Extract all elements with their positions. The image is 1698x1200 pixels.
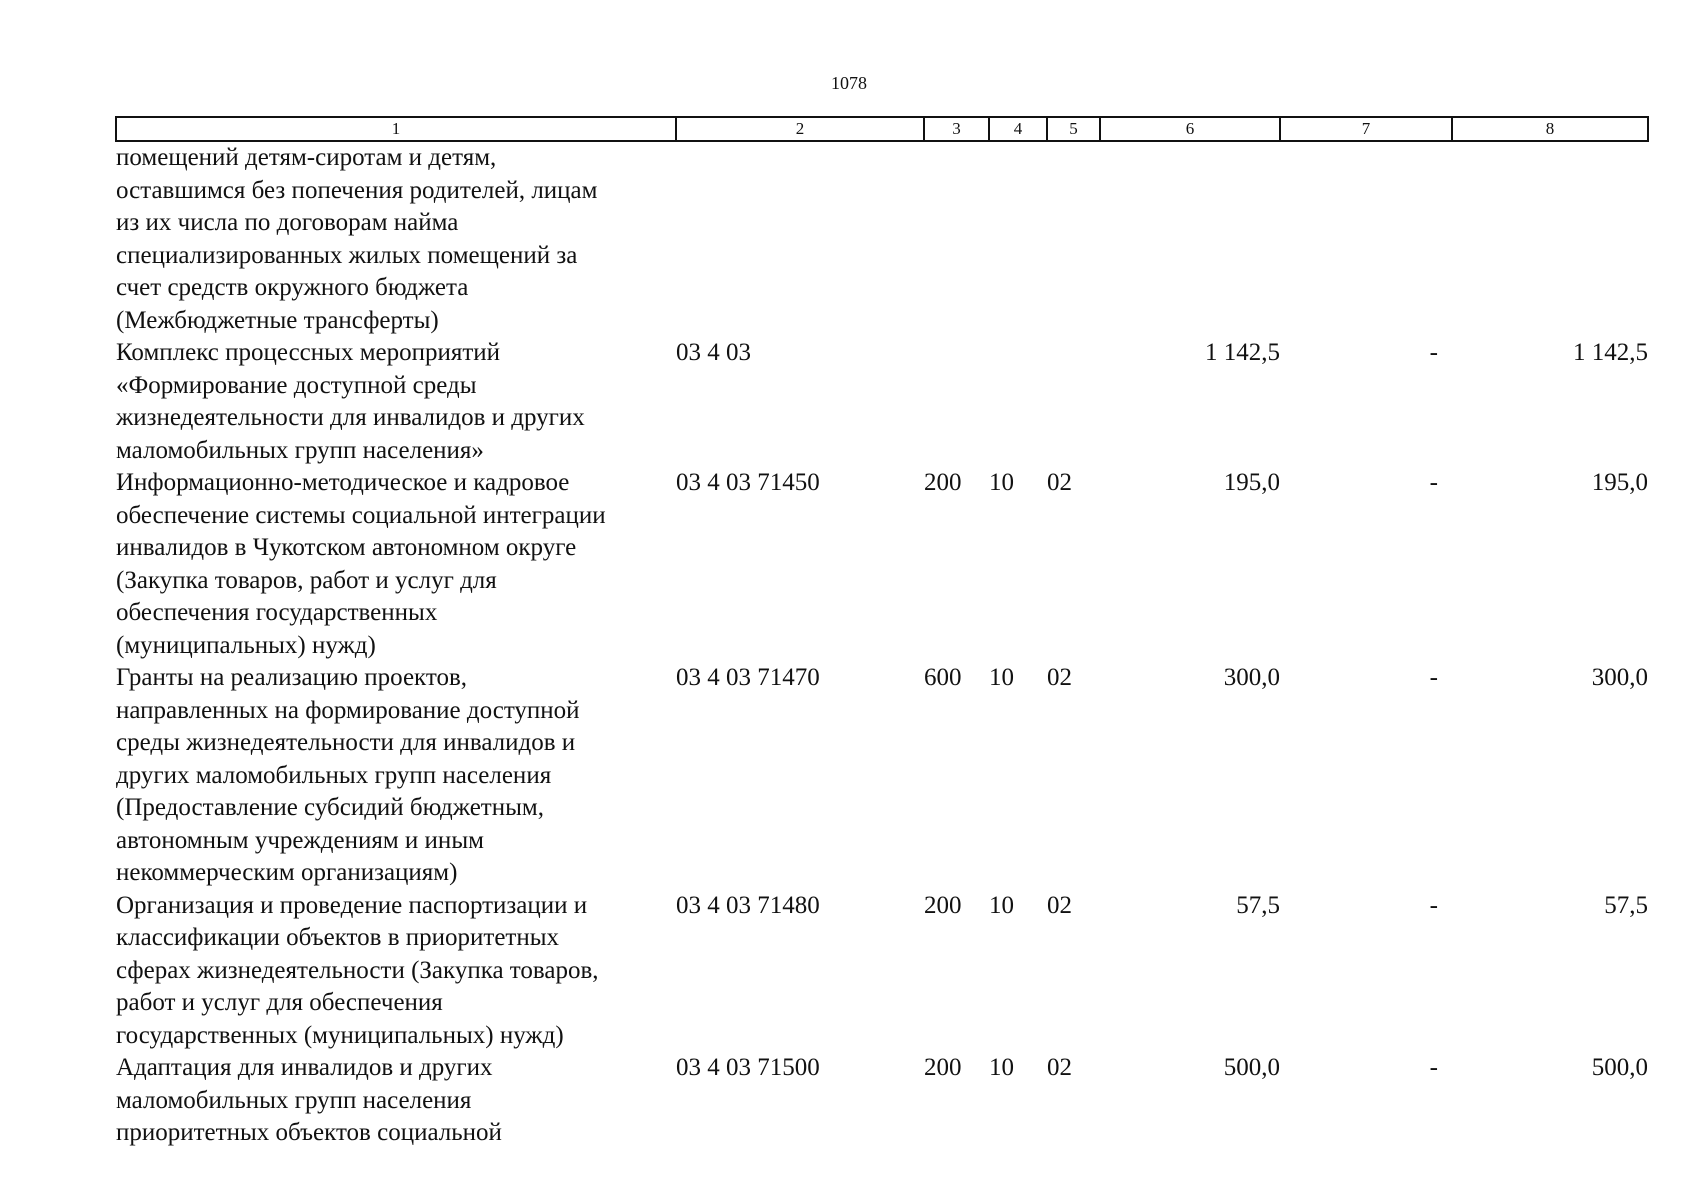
column-header-1: 1 xyxy=(116,117,676,141)
row-c6: 57,5 xyxy=(1236,891,1280,919)
name-line: других маломобильных групп населения xyxy=(116,761,552,789)
name-line: государственных (муниципальных) нужд) xyxy=(116,1021,564,1049)
name-line: обеспечения государственных xyxy=(116,599,438,626)
row-c3 xyxy=(924,337,989,467)
name-line: Информационно-методическое и кадровое xyxy=(116,469,570,496)
table-row xyxy=(116,467,1648,662)
row-c4: 10 xyxy=(989,891,1014,919)
name-line: «Формирование доступной среды xyxy=(116,371,477,399)
row-c7: - xyxy=(1429,664,1438,691)
name-line: (Межбюджетные трансферты) xyxy=(116,306,439,334)
name-line: (Предоставление субсидий бюджетным, xyxy=(116,794,544,821)
table-row xyxy=(116,662,1648,890)
budget-table xyxy=(115,116,1649,1150)
row-c7 xyxy=(1280,141,1452,337)
row-c5: 02 xyxy=(1047,891,1072,919)
row-c6: 1 142,5 xyxy=(1205,339,1280,366)
table-row xyxy=(116,890,1648,1053)
name-line: некоммерческим организациям) xyxy=(116,859,458,886)
name-line: маломобильных групп населения xyxy=(116,1086,472,1114)
column-header-7: 7 xyxy=(1280,117,1452,141)
row-c8: 57,5 xyxy=(1604,891,1648,919)
row-c3: 600 xyxy=(924,664,962,691)
row-name xyxy=(116,1052,676,1150)
name-line: обеспечение системы социальной интеграции xyxy=(116,501,606,529)
name-line: (Закупка товаров, работ и услуг для xyxy=(116,566,497,594)
name-line: счет средств окружного бюджета xyxy=(116,274,469,301)
name-line: сферах жизнедеятельности (Закупка товаров, xyxy=(116,956,599,984)
row-c5: 02 xyxy=(1047,1054,1072,1081)
row-name xyxy=(116,337,676,467)
row-c5: 02 xyxy=(1047,469,1072,496)
row-code: 03 4 03 71450 xyxy=(676,469,820,496)
row-name xyxy=(116,467,676,662)
name-line: жизнедеятельности для инвалидов и других xyxy=(116,404,585,431)
row-c3: 200 xyxy=(924,469,962,496)
row-c4 xyxy=(989,337,1047,467)
row-c6 xyxy=(1100,141,1280,337)
column-header-2: 2 xyxy=(676,117,924,141)
name-line: классификации объектов в приоритетных xyxy=(116,924,560,951)
name-line: Комплекс процессных мероприятий xyxy=(116,339,501,366)
name-line: инвалидов в Чукотском автономном округе xyxy=(116,534,577,561)
row-c8: 500,0 xyxy=(1591,1054,1648,1081)
row-c8: 195,0 xyxy=(1591,469,1648,496)
row-c3: 200 xyxy=(924,891,962,919)
row-c8: 1 142,5 xyxy=(1573,339,1648,366)
row-name xyxy=(116,890,676,1053)
name-line: среды жизнедеятельности для инвалидов и xyxy=(116,729,576,756)
name-line: направленных на формирование доступной xyxy=(116,696,580,724)
row-c6: 300,0 xyxy=(1223,664,1280,691)
row-c7: - xyxy=(1429,1054,1438,1081)
row-c5 xyxy=(1047,141,1100,337)
column-number-header xyxy=(116,117,1648,141)
name-line: оставшимся без попечения родителей, лицам xyxy=(116,176,598,204)
row-code: 03 4 03 71480 xyxy=(676,891,820,919)
name-line: помещений детям-сиротам и детям, xyxy=(116,144,497,171)
name-line: работ и услуг для обеспечения xyxy=(116,989,443,1016)
row-c4 xyxy=(989,141,1047,337)
row-c3 xyxy=(924,141,989,337)
name-line: приоритетных объектов социальной xyxy=(116,1119,502,1146)
row-code xyxy=(676,141,924,337)
row-c7: - xyxy=(1429,891,1438,919)
table-row xyxy=(116,1052,1648,1150)
row-name xyxy=(116,141,676,337)
row-c6: 500,0 xyxy=(1223,1054,1280,1081)
row-code: 03 4 03 71500 xyxy=(676,1054,820,1081)
name-line: Адаптация для инвалидов и других xyxy=(116,1054,493,1081)
column-header-8: 8 xyxy=(1452,117,1648,141)
row-c8: 300,0 xyxy=(1591,664,1648,691)
row-c3: 200 xyxy=(924,1054,962,1081)
name-line: (муниципальных) нужд) xyxy=(116,631,376,659)
column-header-5: 5 xyxy=(1047,117,1100,141)
name-line: Организация и проведение паспортизации и xyxy=(116,891,588,919)
column-header-6: 6 xyxy=(1100,117,1280,141)
column-header-4: 4 xyxy=(989,117,1047,141)
row-name xyxy=(116,662,676,890)
row-c5: 02 xyxy=(1047,664,1072,691)
row-c6: 195,0 xyxy=(1223,469,1280,496)
row-c7: - xyxy=(1429,339,1438,366)
row-code: 03 4 03 71470 xyxy=(676,664,820,691)
row-c7: - xyxy=(1429,469,1438,496)
table-row xyxy=(116,337,1648,467)
name-line: из их числа по договорам найма xyxy=(116,209,459,236)
table-row xyxy=(116,141,1648,337)
name-line: специализированных жилых помещений за xyxy=(116,241,578,269)
name-line: маломобильных групп населения» xyxy=(116,436,484,464)
row-c8 xyxy=(1452,141,1648,337)
row-code: 03 4 03 xyxy=(676,339,751,366)
row-c5 xyxy=(1047,337,1100,467)
row-c4: 10 xyxy=(989,1054,1014,1081)
row-c4: 10 xyxy=(989,664,1014,691)
column-header-3: 3 xyxy=(924,117,989,141)
name-line: автономным учреждениям и иным xyxy=(116,826,484,854)
page-number: 1078 xyxy=(831,73,867,93)
name-line: Гранты на реализацию проектов, xyxy=(116,664,468,691)
row-c4: 10 xyxy=(989,469,1014,496)
